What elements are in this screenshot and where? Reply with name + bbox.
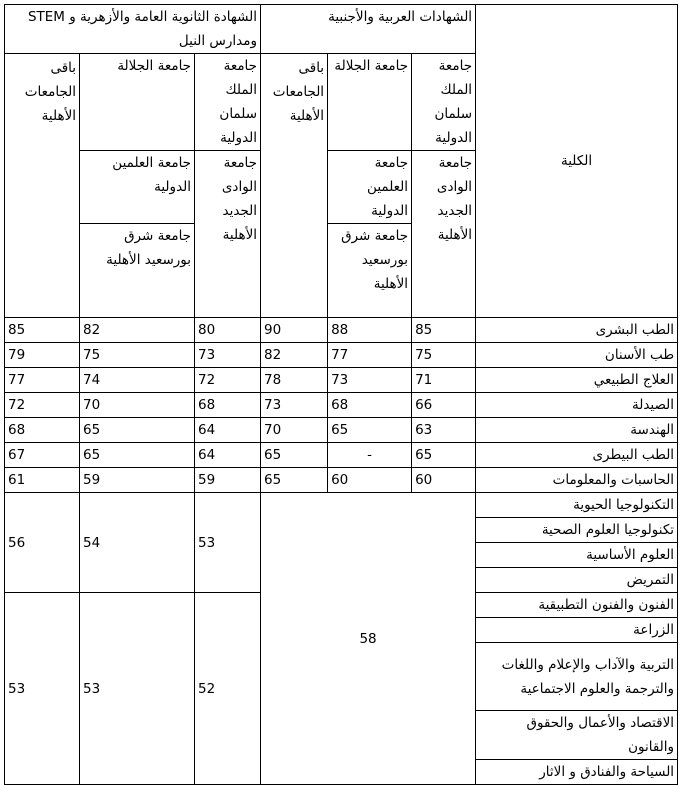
- score-cell: 54: [80, 493, 195, 593]
- score-cell: 73: [328, 368, 412, 393]
- score-cell: 80: [195, 318, 261, 343]
- score-cell: 65: [80, 418, 195, 443]
- score-cell: 73: [195, 343, 261, 368]
- table-row: [5, 418, 678, 443]
- faculty-name: الطب البشرى: [476, 318, 678, 343]
- score-cell: 70: [261, 418, 328, 443]
- score-cell: 59: [80, 468, 195, 493]
- faculty-name: التربية والآداب والإعلام واللغات والترجمة والعلوم الاجتماعية: [476, 643, 678, 711]
- score-cell: 52: [195, 593, 261, 785]
- faculty-name: الهندسة: [476, 418, 678, 443]
- score-cell: 74: [80, 368, 195, 393]
- gen-galala-header: جامعة الجلالة: [80, 54, 195, 151]
- score-cell: 71: [412, 368, 476, 393]
- af-new-valley-header: جامعة الوادى الجديد الأهلية: [412, 151, 476, 318]
- faculty-column-header: الكلية: [476, 5, 678, 318]
- score-cell: 90: [261, 318, 328, 343]
- faculty-name: التمريض: [476, 568, 678, 593]
- faculty-name: الطب البيطرى: [476, 443, 678, 468]
- score-cell: 77: [328, 343, 412, 368]
- table-row: [5, 393, 678, 418]
- score-cell: 64: [195, 418, 261, 443]
- score-cell: 53: [5, 593, 80, 785]
- general-azhar-stem-header: الشهادة الثانوية العامة والأزهرية و STEM ومدارس النيل: [5, 5, 261, 54]
- score-cell: 75: [80, 343, 195, 368]
- gen-east-port-said-header: جامعة شرق بورسعيد الأهلية: [80, 224, 195, 318]
- score-cell: 67: [5, 443, 80, 468]
- score-cell: 66: [412, 393, 476, 418]
- score-cell: 88: [328, 318, 412, 343]
- score-cell: 78: [261, 368, 328, 393]
- faculty-name: العلوم الأساسية: [476, 543, 678, 568]
- table-row: [5, 318, 678, 343]
- score-cell: 64: [195, 443, 261, 468]
- faculty-name: الفنون والفنون التطبيقية: [476, 593, 678, 618]
- score-cell: 65: [412, 443, 476, 468]
- score-cell: 77: [5, 368, 80, 393]
- score-cell-empty: -: [328, 443, 412, 468]
- table-row: [5, 443, 678, 468]
- score-cell: 68: [328, 393, 412, 418]
- minimum-scores-table: [4, 4, 678, 785]
- af-galala-header: جامعة الجلالة: [328, 54, 412, 151]
- score-cell: 65: [80, 443, 195, 468]
- score-cell: 82: [80, 318, 195, 343]
- score-cell: 53: [195, 493, 261, 593]
- table-row: [5, 368, 678, 393]
- faculty-name: الصيدلة: [476, 393, 678, 418]
- score-cell: 60: [328, 468, 412, 493]
- score-cell: 75: [412, 343, 476, 368]
- faculty-name: طب الأسنان: [476, 343, 678, 368]
- score-cell: 82: [261, 343, 328, 368]
- af-remaining-universities-header: باقى الجامعات الأهلية: [261, 54, 328, 318]
- af-east-port-said-header: جامعة شرق بورسعيد الأهلية: [328, 224, 412, 318]
- gen-king-salman-header: جامعة الملك سلمان الدولية: [195, 54, 261, 151]
- faculty-name: العلاج الطبيعي: [476, 368, 678, 393]
- score-cell: 68: [5, 418, 80, 443]
- score-cell: 72: [195, 368, 261, 393]
- gen-alamein-header: جامعة العلمين الدولية: [80, 151, 195, 224]
- table-row: [5, 468, 678, 493]
- gen-remaining-universities-header: باقى الجامعات الأهلية: [5, 54, 80, 318]
- faculty-name: تكنولوجيا العلوم الصحية: [476, 518, 678, 543]
- arab-foreign-certificates-header: الشهادات العربية والأجنبية: [261, 5, 476, 54]
- arab-foreign-shared-score: 58: [261, 493, 476, 785]
- faculty-name: السياحة والفنادق و الاثار: [476, 760, 678, 785]
- score-cell: 85: [5, 318, 80, 343]
- score-cell: 85: [412, 318, 476, 343]
- score-cell: 65: [328, 418, 412, 443]
- score-cell: 60: [412, 468, 476, 493]
- score-cell: 56: [5, 493, 80, 593]
- table-row: [5, 343, 678, 368]
- af-king-salman-header: جامعة الملك سلمان الدولية: [412, 54, 476, 151]
- score-cell: 73: [261, 393, 328, 418]
- score-cell: 68: [195, 393, 261, 418]
- table-row: [5, 493, 678, 518]
- af-alamein-header: جامعة العلمين الدولية: [328, 151, 412, 224]
- gen-new-valley-header: جامعة الوادى الجديد الأهلية: [195, 151, 261, 318]
- score-cell: 63: [412, 418, 476, 443]
- score-cell: 79: [5, 343, 80, 368]
- score-cell: 59: [195, 468, 261, 493]
- faculty-name: الزراعة: [476, 618, 678, 643]
- score-cell: 53: [80, 593, 195, 785]
- score-cell: 65: [261, 468, 328, 493]
- score-cell: 70: [80, 393, 195, 418]
- score-cell: 61: [5, 468, 80, 493]
- faculty-name: التكنولوجيا الحيوية: [476, 493, 678, 518]
- faculty-name: الحاسبات والمعلومات: [476, 468, 678, 493]
- score-cell: 65: [261, 443, 328, 468]
- faculty-name: الاقتصاد والأعمال والحقوق والقانون: [476, 711, 678, 760]
- score-cell: 72: [5, 393, 80, 418]
